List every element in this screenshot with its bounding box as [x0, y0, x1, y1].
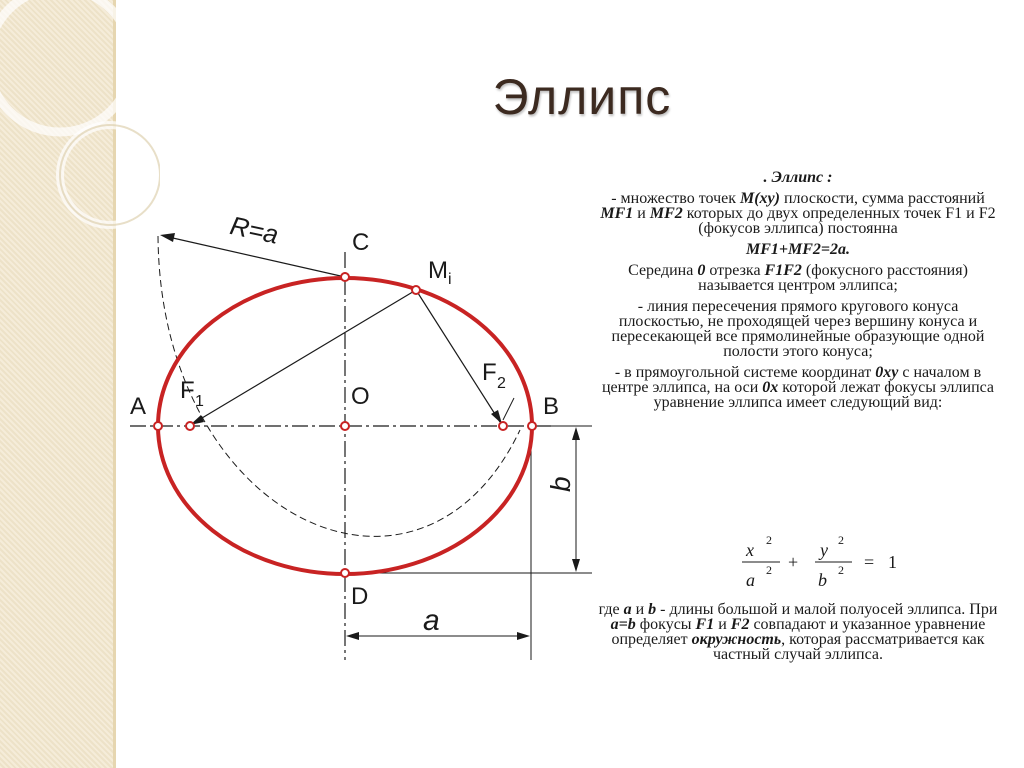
label-f1-sub: 1	[195, 393, 204, 410]
label-a-dim: a	[423, 604, 440, 637]
label-m: M	[428, 257, 448, 284]
formula-x: x	[746, 540, 754, 560]
dim-arrow-b-top	[572, 427, 580, 440]
label-f2-sub: 2	[497, 375, 506, 392]
formula-y: y	[820, 540, 828, 560]
slide-title: Эллипс	[492, 69, 672, 125]
ellipse-equation	[740, 532, 920, 598]
definition-point-set: - множество точек M(xy) плоскости, сумма расстояний MF1 и MF2 которых до двух определенных точек F1 и F2 (фокусов эллипса) постоянна	[600, 190, 996, 237]
formula-a-exp: 2	[766, 563, 772, 577]
formula-y-exp: 2	[838, 533, 844, 547]
label-radius: R=a	[227, 210, 282, 250]
point-c	[341, 273, 349, 281]
label-a-point: A	[130, 393, 147, 420]
formula-a: a	[746, 570, 755, 590]
label-f1: F	[180, 377, 195, 404]
definition-text	[598, 170, 998, 416]
dim-arrow-a-right	[517, 632, 530, 640]
definition-cone-section: - линия пересечения прямого кругового конуса плоскостью, не проходящей через вершину конуса и пересекающей все прямолинейные образующие одной полости этого конуса;	[611, 298, 985, 360]
label-d: D	[351, 583, 369, 610]
formula-equals: =	[864, 552, 875, 572]
point-a	[154, 422, 162, 430]
definition-center: Середина 0 отрезка F1F2 (фокусного расстояния) называется центром эллипса;	[628, 262, 968, 294]
definition-coordinates: - в прямоугольной системе координат 0xy с началом в центре эллипса, на оси 0x которой лежат фокусы эллипса уравнение эллипса имеет следующий вид:	[601, 364, 995, 411]
definition-heading: . Эллипс :	[763, 169, 833, 186]
label-f2: F	[482, 359, 497, 386]
definition-semiaxes: где a и b - длины большой и малой полуосей эллипса. При a=b фокусы F1 и F2 совпадают и указанное уравнение определяет окружность, которая рассматривается как частный случай эллипса.	[598, 601, 998, 663]
f2-tick	[503, 398, 514, 420]
formula-x-exp: 2	[766, 533, 772, 547]
point-o	[341, 422, 349, 430]
formula-b: b	[818, 570, 827, 590]
formula-b-exp: 2	[838, 563, 844, 577]
label-m-sub: i	[448, 271, 452, 288]
formula-plus: +	[788, 552, 799, 572]
point-f1	[186, 422, 194, 430]
definition-axes-text	[598, 602, 998, 668]
label-c: C	[352, 229, 370, 256]
label-b-point: B	[543, 393, 560, 420]
construction-arc	[158, 236, 520, 536]
radius-arrow	[160, 233, 175, 242]
point-d	[341, 569, 349, 577]
dim-arrow-b-bottom	[572, 559, 580, 572]
label-b-dim: b	[545, 476, 576, 492]
formula-one: 1	[888, 552, 897, 572]
point-f2	[499, 422, 507, 430]
point-b	[528, 422, 536, 430]
point-m	[412, 286, 420, 294]
dim-arrow-a-left	[346, 632, 359, 640]
focal-sum-equation: MF1+MF2=2a.	[745, 241, 851, 258]
label-o: O	[351, 383, 370, 410]
